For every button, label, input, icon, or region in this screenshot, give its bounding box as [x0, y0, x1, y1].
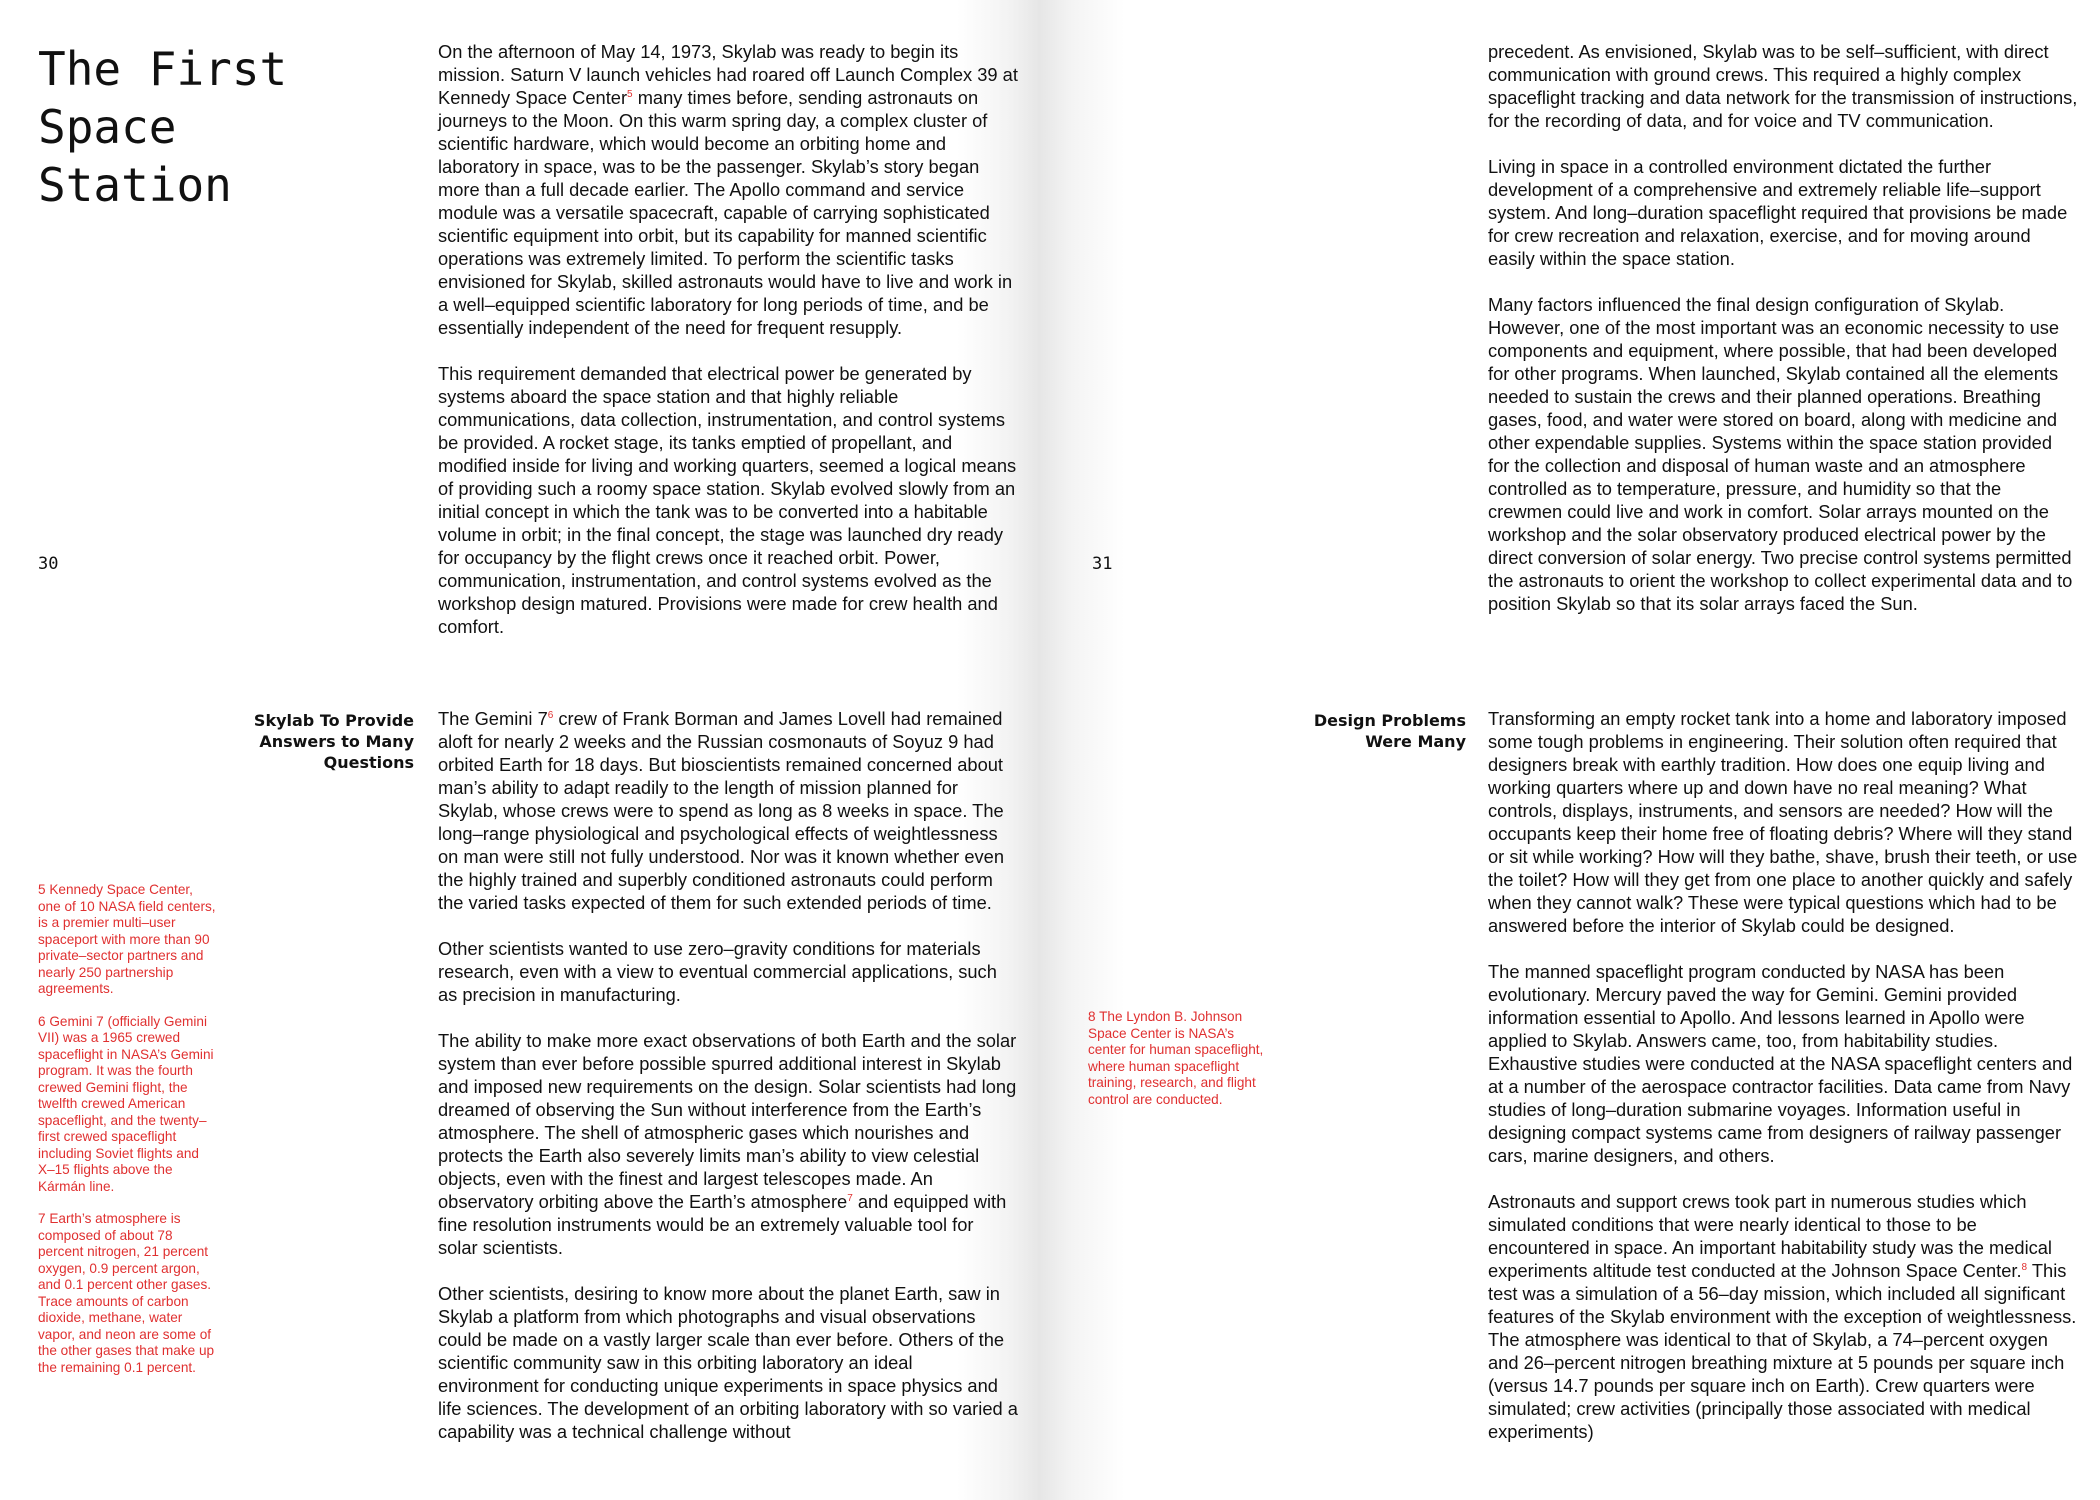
section-column-left — [438, 707, 1018, 1466]
subhead-line-2: Were Many — [1365, 732, 1466, 751]
footnote-8: 8 The Lyndon B. Johnson Space Center is NASA’s center for human spaceflight, where human spaceflight training, research, and flight control are conducted. — [1088, 1009, 1264, 1107]
page-number-left: 30 — [38, 554, 59, 574]
section-paragraph-2: Other scientists wanted to use zero–gravity conditions for materials research, even with a view to eventual commercial applications, such as precision in manufacturing. — [438, 938, 997, 1005]
section-heading-right — [1276, 710, 1466, 752]
right-page — [1040, 0, 2100, 1500]
title-line-1: The First — [38, 42, 288, 96]
subhead-line-2: Answers to Many — [259, 732, 414, 751]
footnote-mark-5[interactable]: 5 — [627, 88, 633, 100]
page-number-right: 31 — [1092, 554, 1113, 574]
right-intro-paragraph-3: Many factors influenced the final design configuration of Skylab. However, one of the most important was an economic necessity to use components and equipment, where possible, that had been developed for other programs. When launched, Skylab contained all the elements needed to sustain the crews and their planned operations. Breathing gases, food, and water were stored on board, along with medicine and other expendable supplies. Systems within the space station provided for the collection and disposal of human waste and an atmosphere controlled as to temperature, pressure, and humidity so that the crewmen could live and work in comfort. Solar arrays mounted on the workshop and the solar observatory produced electrical power by the direct conversion of solar energy. Two precise control systems permitted the astronauts to orient the workshop to collect experimental data and to position Skylab so that its solar arrays faced the Sun. — [1488, 294, 2073, 614]
section-paragraph-3: The ability to make more exact observations of both Earth and the solar system than ever before possible spurred additional interest in Skylab and imposed new requirements on the design. Solar scientists had long dreamed of observing the Sun without interference from the Earth’s atmosphere. The shell of atmospheric gases which nourishes and protects the Earth also severely limits man’s ability to view celestial objects, even with the finest and largest telescopes made. An observatory orbiting above the Earth’s atmosphere$^7$ and equipped with fine resolution instruments would be an extremely valuable tool for solar scientists. — [438, 1030, 1017, 1258]
right-section-paragraph-3: Astronauts and support crews took part in numerous studies which simulated conditions that were nearly identical to those to be encountered in space. An important habitability study was the medical experiments altitude test conducted at the Johnson Space Center.$^8$ This test was a simulation of a 56–day mission, which included all significant features of the Skylab environment with the exception of weightlessness. The atmosphere was identical to that of Skylab, a 74–percent oxygen and 26–percent nitrogen breathing mixture at 5 pounds per square inch (versus 14.7 pounds per square inch on Earth). Crew quarters were simulated; crew activities (principally those associated with medical experiments) — [1488, 1191, 2077, 1442]
footnote-mark-7[interactable]: 7 — [847, 1192, 853, 1204]
right-intro-paragraph-1: precedent. As envisioned, Skylab was to be self–sufficient, with direct communication with ground crews. This required a highly complex spaceflight tracking and data network for the transmission of instructions, for the recording of data, and for voice and TV communication. — [1488, 41, 2078, 131]
left-page — [0, 0, 1040, 1500]
section-paragraph-1: The Gemini $7^6$ crew of Frank Borman and James Lovell had remained aloft for nearly 2 weeks and the Russian cosmonauts of Soyuz 9 had orbited Earth for 18 days. But bioscientists remained concerned about man’s ability to adapt readily to the length of mission planned for Skylab, whose crews were to spend as long as 8 weeks in space. The long–range physiological and psychological effects of weightlessness on man were still not fully understood. Nor was it known whether even the highly trained and superbly conditioned astronauts could perform the varied tasks expected of them for such extended periods of time. — [438, 708, 1004, 913]
page-title — [38, 40, 298, 214]
title-line-3: Station — [38, 158, 232, 212]
section-column-right — [1488, 707, 2078, 1466]
subhead-line-1: Skylab To Provide — [253, 711, 414, 730]
right-section-paragraph-2: The manned spaceflight program conducted by NASA has been evolutionary. Mercury paved the way for Gemini. Gemini provided information essential to Apollo. And lessons learned in Apollo were applied to Skylab. Answers came, too, from habitability studies. Exhaustive studies were conducted at the NASA spaceflight centers and at a number of the aerospace contractor facilities. Data came from Navy studies of long–duration submarine voyages. Information useful in designing compact systems came from designers of railway passenger cars, marine designers, and others. — [1488, 961, 2073, 1166]
footnotes-right — [1088, 1009, 1273, 1124]
intro-column-left — [438, 40, 1018, 661]
footnote-7: 7 Earth’s atmosphere is composed of about 78 percent nitrogen, 21 percent oxygen, 0.9 percent argon, and 0.1 percent other gases. Trace amounts of carbon dioxide, methane, water vapor, and neon are some of the other gases that make up the remaining 0.1 percent. — [38, 1211, 215, 1375]
right-intro-paragraph-2: Living in space in a controlled environment dictated the further development of a comprehensive and extremely reliable life–support system. And long–duration spaceflight required that provisions be made for crew recreation and relaxation, exercise, and for moving around easily within the space station. — [1488, 156, 2068, 269]
footnote-mark-6[interactable]: 6 — [547, 709, 554, 721]
intro-column-right — [1488, 40, 2078, 638]
section-heading-left — [226, 710, 414, 773]
right-section-paragraph-1: Transforming an empty rocket tank into a home and laboratory imposed some tough problems in engineering. Their solution often required that designers break with earthly tradition. How does one equip living and working quarters where up and down have no real meaning? What controls, displays, instruments, and sensors are needed? How will the occupants keep their home free of floating debris? Where will they stand or sit while working? How will they bathe, shave, brush their teeth, or use the toilet? How will they get from one place to another quickly and safely when they cannot walk? These were typical questions which had to be answered before the interior of Skylab could be designed. — [1488, 708, 2078, 936]
subhead-line-3: Questions — [323, 753, 414, 772]
footnote-mark-8[interactable]: 8 — [2021, 1261, 2028, 1273]
footnotes-left — [38, 882, 216, 1392]
section-paragraph-4: Other scientists, desiring to know more about the planet Earth, saw in Skylab a platform from which photographs and visual observations could be made on a vastly larger scale than ever before. Others of the scientific community saw in this orbiting laboratory an ideal environment for conducting unique experiments in space physics and life sciences. The development of an orbiting laboratory with so varied a capability was a technical challenge without — [438, 1283, 1018, 1442]
intro-paragraph-1: On the afternoon of May 14, 1973, Skylab was ready to begin its mission. Saturn V launch vehicles had roared off Launch Complex 39 at Kennedy Space Center$^5$ many times before, sending astronauts on journeys to the Moon. On this warm spring day, a complex cluster of scientific hardware, which would become an orbiting home and laboratory in space, was to be the passenger. Skylab’s story began more than a full decade earlier. The Apollo command and service module was a versatile spacecraft, capable of carrying sophisticated scientific equipment into orbit, but its capability for manned scientific operations was extremely limited. To perform the scientific tasks envisioned for Skylab, skilled astronauts would have to live and work in a well–equipped scientific laboratory for long periods of time, and be essentially independent of the need for frequent resupply. — [438, 41, 1018, 338]
footnote-6: 6 Gemini 7 (officially Gemini VII) was a 1965 crewed spaceflight in NASA’s Gemini program. It was the fourth crewed Gemini flight, the twelfth crewed American spaceflight, and the twenty–first crewed spaceflight including Soviet flights and X–15 flights above the Kármán line. — [38, 1013, 214, 1194]
footnote-5: 5 Kennedy Space Center, one of 10 NASA field centers, is a premier multi–user spaceport with more than 90 private–sector partners and nearly 250 partnership agreements. — [38, 882, 216, 996]
intro-paragraph-2: This requirement demanded that electrical power be generated by systems aboard the space station and that highly reliable communications, data collection, instrumentation, and control systems be provided. A rocket stage, its tanks emptied of propellant, and modified inside for living and working quarters, seemed a logical means of providing such a roomy space station. Skylab evolved slowly from an initial concept in which the tank was to be converted into a habitable volume in orbit; in the final concept, the stage was launched dry ready for occupancy by the flight crews once it reached orbit. Power, communication, instrumentation, and control systems evolved as the workshop design matured. Provisions were made for crew health and comfort. — [438, 363, 1017, 637]
title-line-2: Space — [38, 100, 177, 154]
subhead-line-1: Design Problems — [1313, 711, 1466, 730]
